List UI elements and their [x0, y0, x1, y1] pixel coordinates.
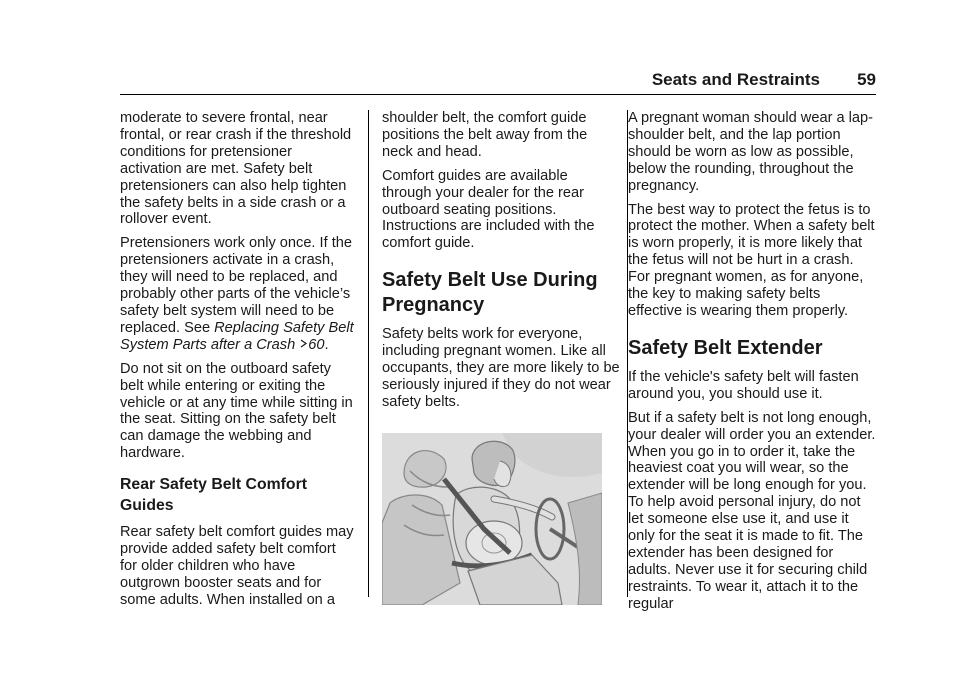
- paragraph: Comfort guides are available through your dealer for the rear outboard seating positions. Instructions are included with the comfort guide.: [382, 167, 595, 252]
- section-heading: Safety Belt Use During Pregnancy: [382, 269, 598, 317]
- paragraph-text: Pretensioners work only once. If the pretensioners activate in a crash, they will need to be replaced, and probably other parts of the vehicle’s safety belt system will need to be replaced. See: [120, 235, 352, 336]
- section-heading: Rear Safety Belt Comfort Guides: [120, 476, 307, 515]
- paragraph: A pregnant woman should wear a lap-shoulder belt, and the lap portion should be worn as low as possible, below the rounding, throughout the pregnancy.: [628, 110, 874, 194]
- paragraph: The best way to protect the fetus is to protect the mother. When a safety belt is worn properly, it is more likely that the fetus will not be hurt in a crash. For pregnant women, as for anyone, the key to making safety belts effective is wearing them properly.: [628, 201, 875, 319]
- column-divider: [368, 110, 369, 597]
- page-number: 59: [857, 70, 876, 89]
- page-reference-number[interactable]: 60: [308, 336, 325, 353]
- paragraph: Pretensioners work only once. If the pretensioners activate in a crash, they will need to be replaced, and probably other parts of the vehicle’s safety belt system will need to be replaced. See Replacing Safety Belt System Parts after a Crash 60.: [120, 235, 354, 353]
- section-title: Seats and Restraints: [651, 70, 820, 89]
- paragraph: Do not sit on the outboard safety belt while entering or exiting the vehicle or at any time while sitting in the seat. Sitting on the safety belt can damage the webbing and hardware.: [120, 360, 353, 462]
- column-left: [120, 110, 356, 616]
- paragraph: shoulder belt, the comfort guide positions the belt away from the neck and head.: [382, 110, 588, 160]
- cross-reference-link[interactable]: Replacing Safety Belt System Parts after a Crash: [120, 319, 354, 353]
- section-heading: Safety Belt Extender: [628, 336, 823, 359]
- paragraph: Rear safety belt comfort guides may provide added safety belt comfort for older children who have outgrown booster seats and for some adults. When installed on a: [120, 524, 354, 608]
- pregnant-driver-illustration: [382, 433, 602, 605]
- column-middle: [382, 110, 620, 605]
- paragraph: But if a safety belt is not long enough, your dealer will order you an extender. When you go in to order it, take the heaviest coat you will wear, so the extender will be long enough for you. To help avoid personal injury, do not let someone else use it, and use it only for the seat it is made to fit. The extender has been designed for adults. Never use it for securing child restraints. To wear it, attach it to the regular: [628, 409, 876, 612]
- page-reference-icon: [299, 337, 308, 353]
- paragraph: If the vehicle's safety belt will fasten around you, you should use it.: [628, 368, 859, 402]
- paragraph: Safety belts work for everyone, including pregnant women. Like all occupants, they are more likely to be seriously injured if they do not wear safety belts.: [382, 326, 620, 410]
- column-right: [628, 110, 878, 620]
- illustration-drawing: [382, 433, 602, 605]
- paragraph: moderate to severe frontal, near frontal, or rear crash if the threshold conditions for pretensioner activation are met. Safety belt pretensioners can also help tighten the safety belts in a side crash or a rollover event.: [120, 110, 352, 228]
- page-header: [120, 70, 876, 95]
